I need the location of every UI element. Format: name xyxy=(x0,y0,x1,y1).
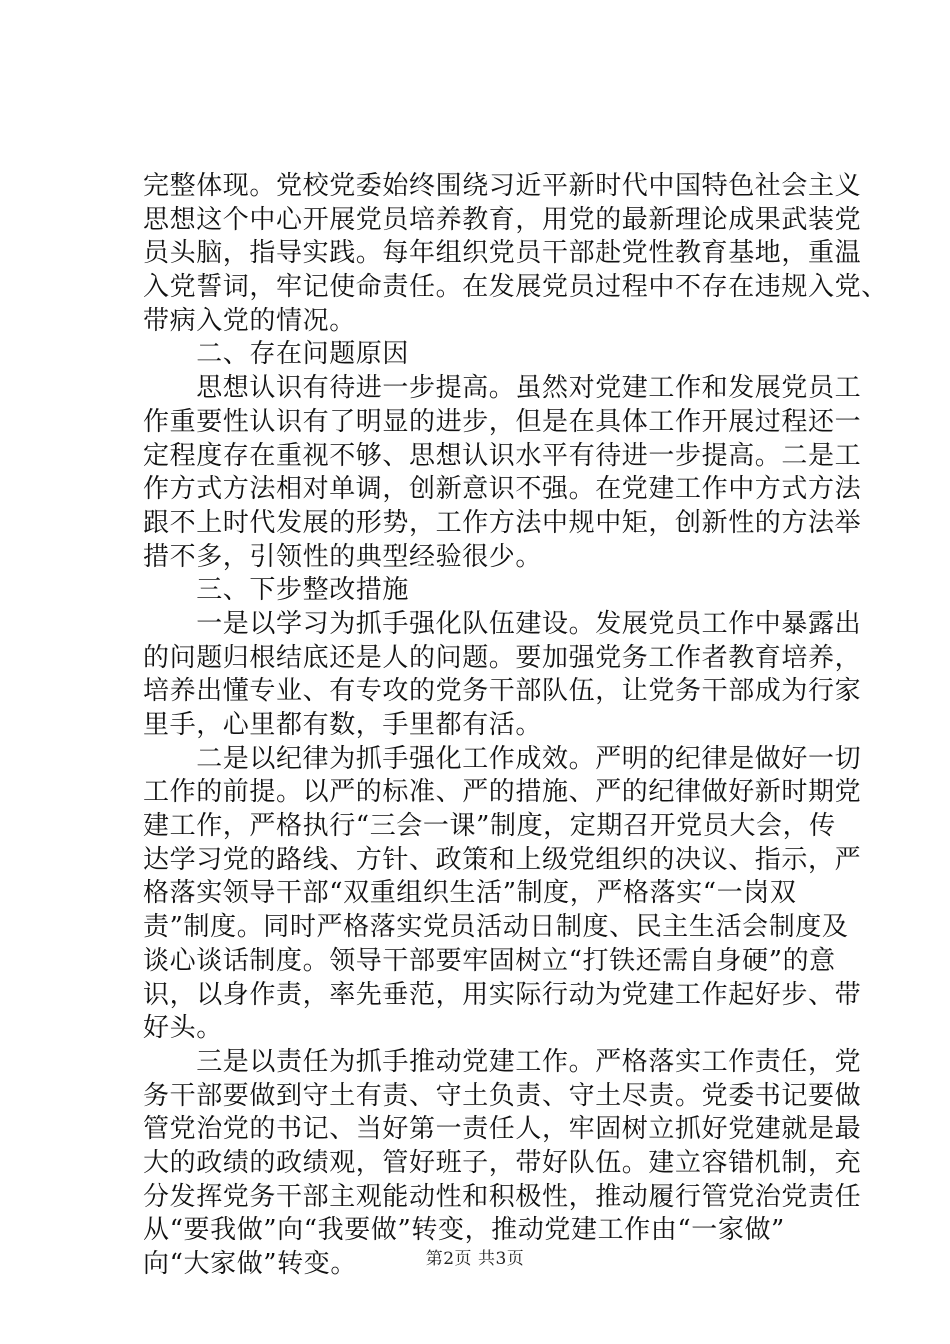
text-line: 向“大家做”转变。 xyxy=(143,1249,357,1279)
text-line: 三是以责任为抓手推动党建工作。严格落实工作责任，党 xyxy=(143,1046,862,1077)
text-line: 二是以纪律为抓手强化工作成效。严明的纪律是做好一切 xyxy=(143,743,862,774)
text-line: 里手，心里都有数，手里都有活。 xyxy=(143,710,543,740)
text-line: 分发挥党务干部主观能动性和积极性，推动履行管党治党责任 xyxy=(143,1181,862,1212)
text-line: 员头脑，指导实践。每年组织党员干部赴党性教育基地，重温 xyxy=(143,238,862,269)
text-line: 跟不上时代发展的形势，工作方法中规中矩，创新性的方法举 xyxy=(143,507,862,538)
text-line: 工作的前提。以严的标准、严的措施、严的纪律做好新时期党 xyxy=(143,777,862,808)
text-line: 务干部要做到守土有责、守土负责、守土尽责。党委书记要做 xyxy=(143,1080,862,1111)
document-body xyxy=(143,170,888,1282)
text-line: 大的政绩的政绩观，管好班子，带好队伍。建立容错机制，充 xyxy=(143,1147,862,1178)
text-line: 作方式方法相对单调，创新意识不强。在党建工作中方式方法 xyxy=(143,474,862,505)
text-line: 思想认识有待进一步提高。虽然对党建工作和发展党员工 xyxy=(143,373,862,404)
page-footer: 第2页 共3页 xyxy=(425,1249,525,1269)
text-line: 识，以身作责，率先垂范，用实际行动为党建工作起好步、带 xyxy=(143,979,862,1010)
text-line: 责”制度。同时严格落实党员活动日制度、民主生活会制度及 xyxy=(143,912,849,943)
text-line: 建工作，严格执行“三会一课”制度，定期召开党员大会，传 xyxy=(143,811,836,842)
text-line: 管党治党的书记、当好第一责任人，牢固树立抓好党建就是最 xyxy=(143,1114,862,1145)
text-line: 达学习党的路线、方针、政策和上级党组织的决议、指示，严 xyxy=(143,844,862,875)
text-line: 从“要我做”向“我要做”转变，推动党建工作由“一家做” xyxy=(143,1215,785,1246)
text-line: 思想这个中心开展党员培养教育，用党的最新理论成果武装党 xyxy=(143,204,862,235)
text-line: 好头。 xyxy=(143,1013,223,1044)
section-heading: 三、下步整改措施 xyxy=(143,575,410,606)
text-line: 作重要性认识有了明显的进步，但是在具体工作开展过程还一 xyxy=(143,406,862,437)
section-heading: 二、存在问题原因 xyxy=(143,339,410,370)
text-line: 的问题归根结底还是人的问题。要加强党务工作者教育培养， xyxy=(143,642,862,673)
text-line: 一是以学习为抓手强化队伍建设。发展党员工作中暴露出 xyxy=(143,608,862,639)
text-line: 培养出懂专业、有专攻的党务干部队伍，让党务干部成为行家 xyxy=(143,676,862,707)
text-line: 定程度存在重视不够、思想认识水平有待进一步提高。二是工 xyxy=(143,440,862,471)
text-line: 措不多，引领性的典型经验很少。 xyxy=(143,541,543,572)
text-line: 完整体现。党校党委始终围绕习近平新时代中国特色社会主义 xyxy=(143,171,862,201)
text-line: 入党誓词，牢记使命责任。在发展党员过程中不存在违规入党、 xyxy=(143,272,888,303)
text-line: 带病入党的情况。 xyxy=(143,305,356,336)
text-line: 格落实领导干部“双重组织生活”制度，严格落实“一岗双 xyxy=(143,878,797,909)
text-line: 谈心谈话制度。领导干部要牢固树立“打铁还需自身硬”的意 xyxy=(143,945,836,976)
